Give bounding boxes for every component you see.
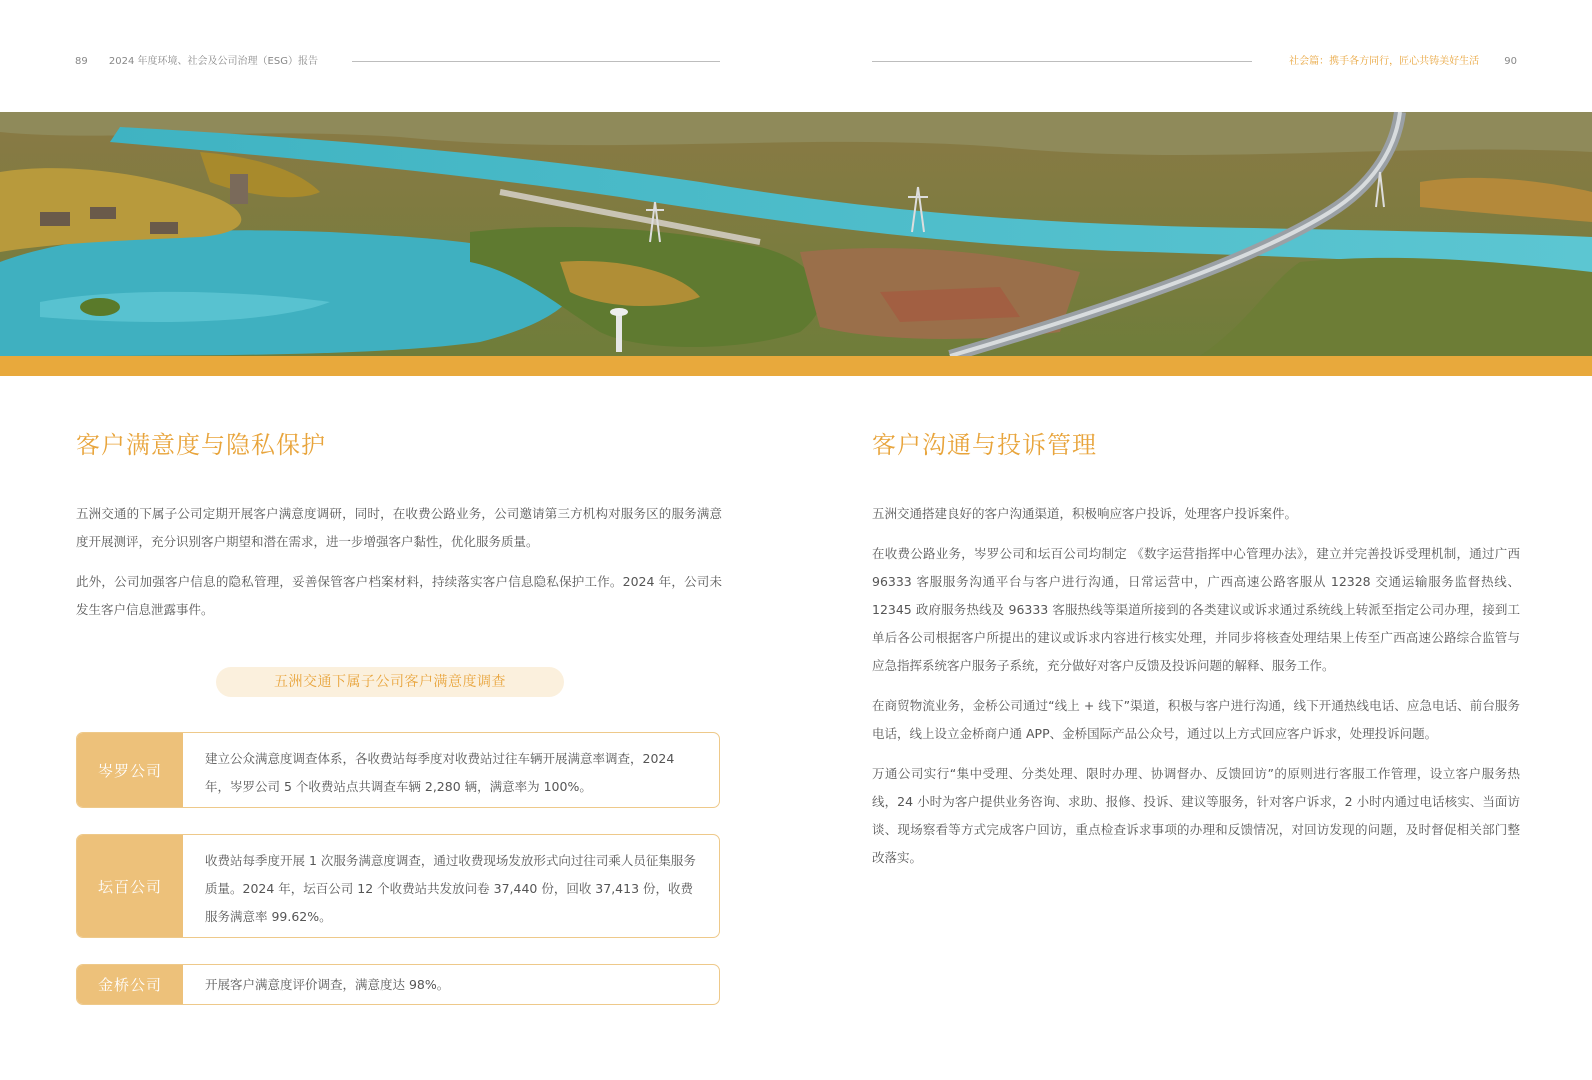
- card-description: 收费站每季度开展 1 次服务满意度调查，通过收费现场发放形式向过往司乘人员征集服务质量。2024 年，坛百公司 12 个收费站共发放问卷 37,440 份，回收 37,413 份，收费服务满意率 99.62%。: [205, 853, 696, 924]
- left-column: [76, 425, 722, 636]
- card-description: 开展客户满意度评价调查，满意度达 98%。: [205, 977, 450, 992]
- header-divider-left: [352, 61, 720, 62]
- page-number-left: 89: [75, 56, 88, 67]
- left-paragraph-2: 此外，公司加强客户信息的隐私管理，妥善保管客户档案材料，持续落实客户信息隐私保护工作。2024 年，公司未发生客户信息泄露事件。: [76, 574, 722, 617]
- card-company-label: 金桥公司: [77, 965, 183, 1004]
- left-heading: 客户满意度与隐私保护: [76, 431, 326, 459]
- card-company-label: 岑罗公司: [77, 733, 183, 807]
- right-paragraph-2: 在收费公路业务，岑罗公司和坛百公司均制定 《数字运营指挥中心管理办法》，建立并完善投诉受理机制，通过广西 96333 客服服务沟通平台与客户进行沟通，日常运营中，广西高速公路客服从 12328 交通运输服务监督热线、12345 政府服务热线及 96333 客服热线等渠道所接到的各类建议或诉求通过系统线上转派至指定公司办理，接到工单后各公司根据客户所提出的建议或诉求内容进行核实处理，并同步将核查处理结果上传至广西高速公路综合监管与应急指挥系统客户服务子系统，充分做好对客户反馈及投诉问题的解释、服务工作。: [872, 546, 1520, 673]
- right-heading: 客户沟通与投诉管理: [872, 431, 1097, 459]
- right-paragraph-1: 五洲交通搭建良好的客户沟通渠道，积极响应客户投诉，处理客户投诉案件。: [872, 506, 1298, 521]
- card-company-label: 坛百公司: [77, 835, 183, 937]
- accent-band: [0, 356, 1592, 376]
- left-paragraph-1: 五洲交通的下属子公司定期开展客户满意度调研，同时，在收费公路业务，公司邀请第三方机构对服务区的服务满意度开展测评，充分识别客户期望和潜在需求，进一步增强客户黏性，优化服务质量。: [76, 506, 722, 549]
- right-paragraph-3: 在商贸物流业务，金桥公司通过“线上 + 线下”渠道，积极与客户进行沟通，线下开通热线电话、应急电话、前台服务电话，线上设立金桥商户通 APP、金桥国际产品公众号，通过以上方式回应客户诉求，处理投诉问题。: [872, 698, 1520, 741]
- survey-card: [76, 834, 720, 938]
- survey-card: [76, 964, 720, 1005]
- report-title: 2024 年度环境、社会及公司治理（ESG）报告: [108, 56, 318, 67]
- page-header-right: [1289, 52, 1517, 67]
- header-divider-right: [872, 61, 1252, 62]
- right-column: [872, 425, 1520, 884]
- survey-card: [76, 732, 720, 808]
- landscape-banner-image: [0, 112, 1592, 356]
- section-title: 社会篇：携手各方同行，匠心共铸美好生活: [1289, 56, 1480, 67]
- right-paragraph-4: 万通公司实行“集中受理、分类处理、限时办理、协调督办、反馈回访”的原则进行客服工作管理，设立客户服务热线，24 小时为客户提供业务咨询、求助、报修、投诉、建议等服务，针对客户诉求，2 小时内通过电话核实、当面访谈、现场察看等方式完成客户回访，重点检查诉求事项的办理和反馈情况，对回访发现的问题，及时督促相关部门整改落实。: [872, 766, 1520, 865]
- card-description: 建立公众满意度调查体系，各收费站每季度对收费站过往车辆开展满意率调查，2024 年，岑罗公司 5 个收费站点共调查车辆 2,280 辆，满意率为 100%。: [205, 751, 675, 794]
- page-header-left: [75, 52, 318, 67]
- page-number-right: 90: [1504, 56, 1517, 67]
- survey-title-pill: 五洲交通下属子公司客户满意度调查: [216, 667, 564, 697]
